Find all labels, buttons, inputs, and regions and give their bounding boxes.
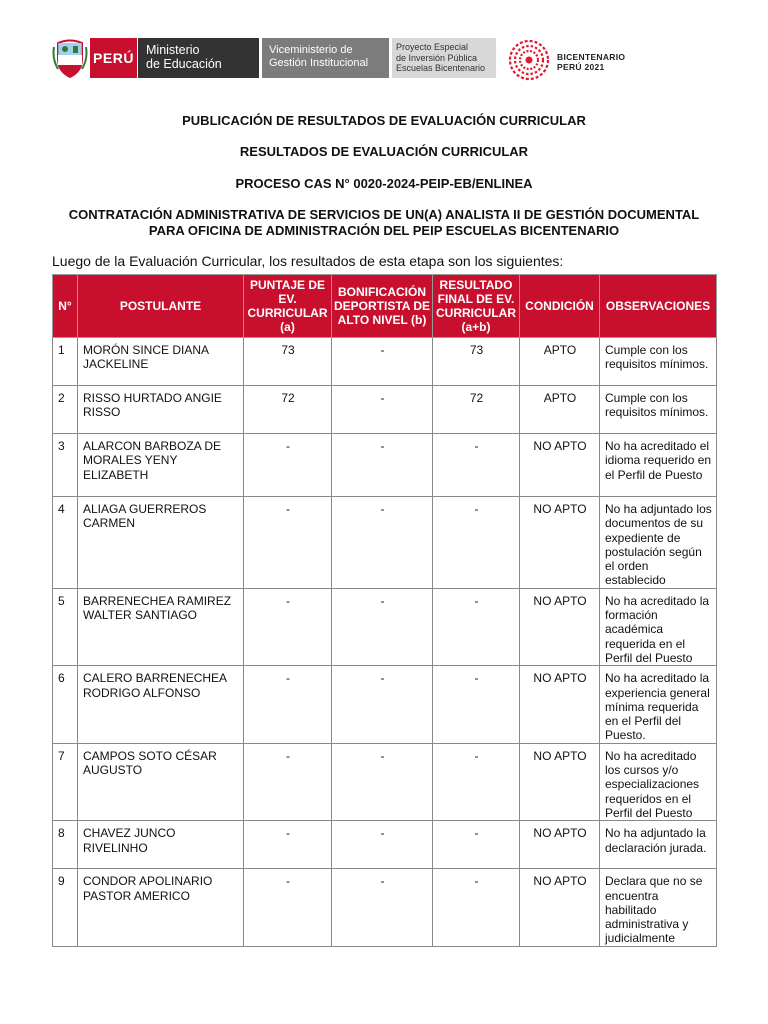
vice-line2: Gestión Institucional: [269, 57, 369, 69]
proyecto-line3: Escuelas Bicentenario: [396, 63, 486, 73]
table-row: [53, 434, 717, 497]
cell-puntaje: -: [244, 743, 332, 820]
cell-number: 3: [53, 434, 78, 497]
cell-resultado: -: [433, 821, 520, 869]
cell-condicion: NO APTO: [520, 666, 600, 743]
cell-postulante: BARRENECHEA RAMIREZ WALTER SANTIAGO: [78, 588, 244, 665]
cell-number: 6: [53, 666, 78, 743]
cell-bonificacion: -: [332, 338, 433, 386]
header-number: N°: [53, 275, 78, 338]
bicentenario-line2: PERÚ 2021: [557, 62, 605, 72]
proyecto-line1: Proyecto Especial: [396, 42, 469, 52]
cell-condicion: APTO: [520, 386, 600, 434]
position-line1: CONTRATACIÓN ADMINISTRATIVA DE SERVICIOS DE UN(A) ANALISTA II DE GESTIÓN DOCUMENTAL: [68, 207, 700, 222]
header-condicion: CONDICIÓN: [520, 275, 600, 338]
header-resultado: RESULTADO FINAL DE EV. CURRICULAR (a+b): [433, 275, 520, 338]
cell-puntaje: -: [244, 666, 332, 743]
cell-bonificacion: -: [332, 743, 433, 820]
cell-number: 1: [53, 338, 78, 386]
cell-postulante: CONDOR APOLINARIO PASTOR AMERICO: [78, 869, 244, 946]
cell-postulante: CALERO BARRENECHEA RODRIGO ALFONSO: [78, 666, 244, 743]
cell-resultado: 73: [433, 338, 520, 386]
cell-number: 9: [53, 869, 78, 946]
cell-observaciones: No ha acreditado la experiencia general mínima requerida en el Perfil del Puesto.: [600, 666, 717, 743]
cell-observaciones: No ha adjuntado la declaración jurada.: [600, 821, 717, 869]
results-table: [52, 274, 717, 947]
cell-number: 2: [53, 386, 78, 434]
cell-resultado: -: [433, 869, 520, 946]
cell-number: 8: [53, 821, 78, 869]
table-row: [53, 386, 717, 434]
cell-puntaje: -: [244, 497, 332, 589]
document-subtitle: RESULTADOS DE EVALUACIÓN CURRICULAR: [239, 144, 529, 159]
cell-observaciones: No ha acreditado el idioma requerido en el Perfil de Puesto: [600, 434, 717, 497]
cell-puntaje: -: [244, 434, 332, 497]
cell-puntaje: -: [244, 588, 332, 665]
cell-bonificacion: -: [332, 386, 433, 434]
ministerio-educacion-logo: [138, 38, 259, 78]
position-line2: PARA OFICINA DE ADMINISTRACIÓN DEL PEIP ESCUELAS BICENTENARIO: [148, 223, 620, 238]
table-row: [53, 338, 717, 386]
cell-observaciones: Cumple con los requisitos mínimos.: [600, 338, 717, 386]
cell-observaciones: No ha acreditado los cursos y/o especializaciones requeridos en el Perfil del Puesto: [600, 743, 717, 820]
cell-condicion: NO APTO: [520, 743, 600, 820]
institutional-header: [52, 38, 742, 82]
ministerio-line1: Ministerio: [146, 43, 200, 57]
table-header-row: [53, 275, 717, 338]
cell-resultado: -: [433, 497, 520, 589]
header-postulante: POSTULANTE: [78, 275, 244, 338]
cell-number: 7: [53, 743, 78, 820]
peru-coat-of-arms-icon: [52, 39, 88, 79]
cell-bonificacion: -: [332, 821, 433, 869]
cell-condicion: NO APTO: [520, 821, 600, 869]
cell-puntaje: -: [244, 869, 332, 946]
ministerio-line2: de Educación: [146, 57, 222, 71]
cell-resultado: -: [433, 588, 520, 665]
bicentenario-text: [557, 52, 625, 72]
cell-postulante: MORÓN SINCE DIANA JACKELINE: [78, 338, 244, 386]
cell-postulante: ALARCON BARBOZA DE MORALES YENY ELIZABETH: [78, 434, 244, 497]
cell-postulante: RISSO HURTADO ANGIE RISSO: [78, 386, 244, 434]
document-title: PUBLICACIÓN DE RESULTADOS DE EVALUACIÓN CURRICULAR: [182, 113, 586, 128]
cell-puntaje: 73: [244, 338, 332, 386]
cell-bonificacion: -: [332, 434, 433, 497]
cell-condicion: NO APTO: [520, 497, 600, 589]
cell-resultado: -: [433, 743, 520, 820]
cell-bonificacion: -: [332, 588, 433, 665]
cell-observaciones: Declara que no se encuentra habilitado administrativa y judicialmente: [600, 869, 717, 946]
proyecto-especial-logo: [392, 38, 496, 78]
header-bonificacion: BONIFICACIÓN DEPORTISTA DE ALTO NIVEL (b): [332, 275, 433, 338]
cell-condicion: NO APTO: [520, 434, 600, 497]
intro-text: Luego de la Evaluación Curricular, los resultados de esta etapa son los siguientes:: [52, 253, 564, 269]
cell-postulante: CAMPOS SOTO CÉSAR AUGUSTO: [78, 743, 244, 820]
cell-bonificacion: -: [332, 869, 433, 946]
proyecto-line2: de Inversión Pública: [396, 52, 478, 63]
table-row: [53, 821, 717, 869]
cell-number: 5: [53, 588, 78, 665]
header-observaciones: OBSERVACIONES: [600, 275, 717, 338]
table-row: [53, 588, 717, 665]
table-row: [53, 666, 717, 743]
header-puntaje: PUNTAJE DE EV. CURRICULAR (a): [244, 275, 332, 338]
table-row: [53, 743, 717, 820]
cell-condicion: APTO: [520, 338, 600, 386]
cell-observaciones: Cumple con los requisitos mínimos.: [600, 386, 717, 434]
vice-line1: Viceministerio de: [269, 44, 353, 56]
cell-resultado: -: [433, 434, 520, 497]
cell-bonificacion: -: [332, 497, 433, 589]
cell-postulante: ALIAGA GUERREROS CARMEN: [78, 497, 244, 589]
cell-condicion: NO APTO: [520, 588, 600, 665]
cell-bonificacion: -: [332, 666, 433, 743]
cell-resultado: 72: [433, 386, 520, 434]
cell-postulante: CHAVEZ JUNCO RIVELINHO: [78, 821, 244, 869]
cell-observaciones: No ha acreditado la formación académica requerida en el Perfil del Puesto: [600, 588, 717, 665]
cell-number: 4: [53, 497, 78, 589]
bicentenario-line1: BICENTENARIO: [557, 52, 626, 62]
cell-condicion: NO APTO: [520, 869, 600, 946]
position-description: [0, 207, 768, 239]
cell-observaciones: No ha adjuntado los documentos de su expediente de postulación según el orden establecido: [600, 497, 717, 589]
peru-label: PERÚ: [90, 38, 137, 78]
viceministerio-logo: [262, 38, 389, 78]
cell-resultado: -: [433, 666, 520, 743]
cell-puntaje: -: [244, 821, 332, 869]
table-row: [53, 497, 717, 589]
bicentenario-emblem-icon: [507, 38, 551, 82]
process-number: PROCESO CAS N° 0020-2024-PEIP-EB/ENLINEA: [235, 176, 533, 191]
table-row: [53, 869, 717, 946]
cell-puntaje: 72: [244, 386, 332, 434]
